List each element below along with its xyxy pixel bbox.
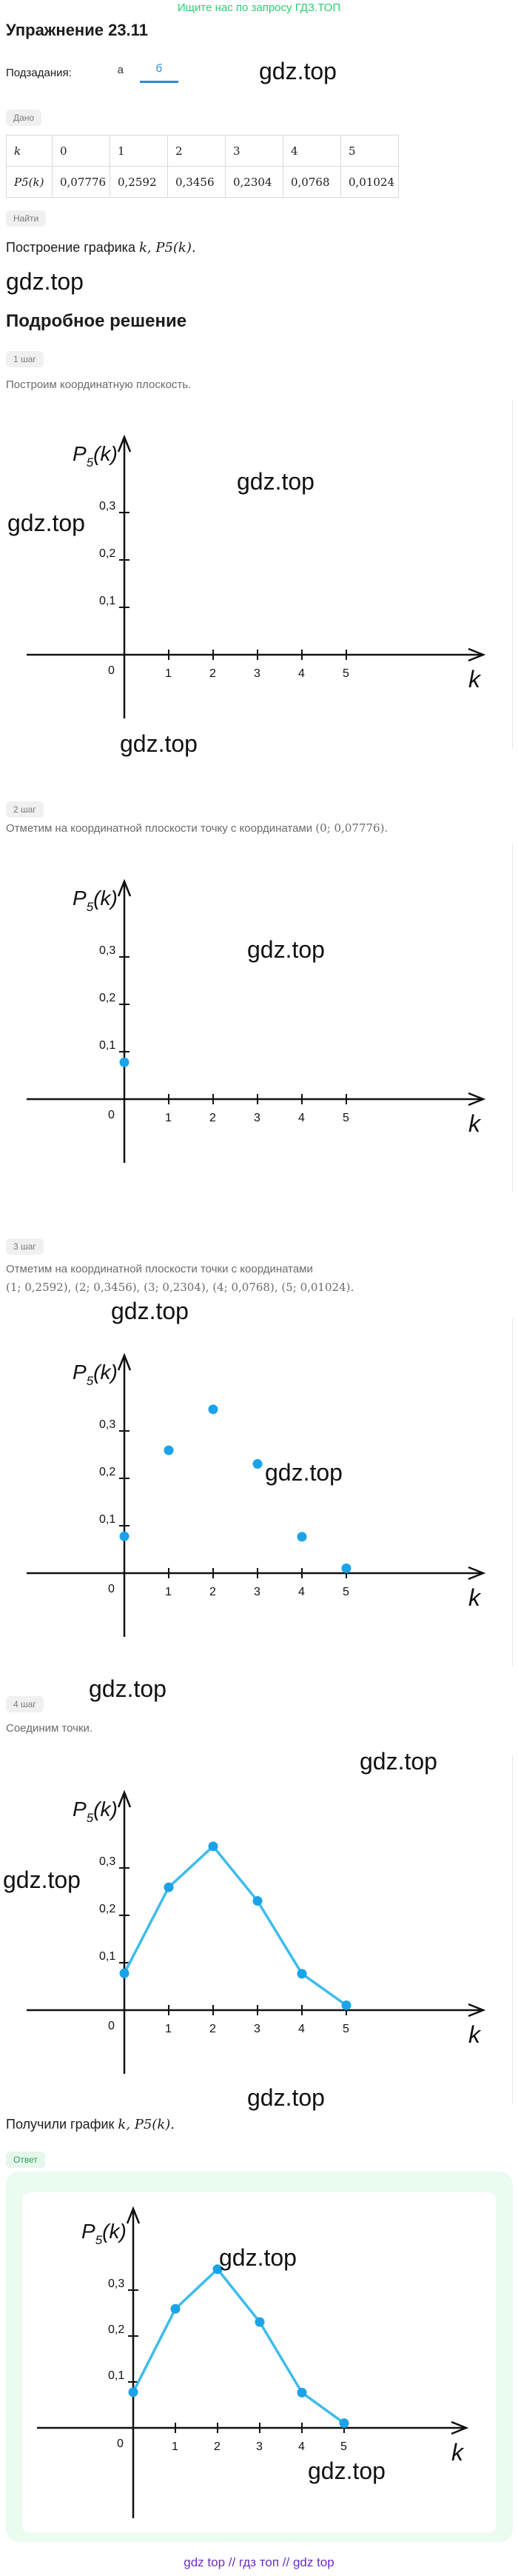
step-badge: 3 шаг — [6, 1238, 44, 1255]
x-tick-label: 1 — [172, 2440, 178, 2453]
watermark: gdz.top — [247, 936, 325, 963]
find-text — [6, 240, 196, 256]
subtasks-label: Подзадания: — [6, 66, 72, 79]
data-point — [209, 1404, 218, 1414]
table-cell: 0,2592 — [110, 167, 168, 198]
watermark: gdz.top — [7, 510, 85, 536]
data-point — [255, 2318, 265, 2327]
y-tick-label: 0,1 — [108, 2369, 125, 2382]
step-text: Соединим точки. — [6, 1722, 93, 1735]
coordinate-plane — [6, 844, 513, 1192]
data-point — [129, 2387, 138, 2397]
x-tick-label: 4 — [298, 2440, 305, 2453]
table-cell: 0,07776 — [53, 167, 110, 198]
x-tick-label: 2 — [214, 2440, 221, 2453]
y-tick-label: 0,1 — [99, 1513, 116, 1526]
table-cell: 0,2304 — [226, 167, 283, 198]
data-point — [171, 2304, 181, 2314]
step-text-math: (1; 0,2592), (2; 0,3456), (3; 0,2304), (4; 0,0768), (5; 0,01024). — [6, 1281, 354, 1294]
x-tick-label: 1 — [165, 1112, 172, 1124]
table-cell: k — [7, 136, 53, 167]
step-text: Построим координатную плоскость. — [6, 378, 192, 391]
footer-links[interactable]: gdz top // гдз топ // gdz top — [184, 2555, 334, 2569]
answer-badge: Ответ — [6, 2152, 45, 2168]
y-tick-label: 0,3 — [99, 500, 116, 513]
y-tick-label: 0,2 — [108, 2323, 125, 2336]
y-tick-label: 0,3 — [99, 944, 116, 957]
watermark: gdz.top — [308, 2457, 386, 2484]
data-point — [297, 1969, 307, 1978]
x-tick-label: 3 — [254, 2023, 260, 2035]
y-tick-label: 0,1 — [99, 1039, 116, 1052]
subtask-a[interactable]: а — [117, 63, 124, 76]
graph-step-3 — [6, 1318, 513, 1666]
series-line — [133, 2269, 344, 2423]
step-text — [6, 819, 388, 838]
watermark: gdz.top — [3, 1866, 81, 1893]
watermark: gdz.top — [265, 1459, 343, 1486]
step-badge: 4 шаг — [6, 1696, 44, 1712]
data-point — [164, 1446, 174, 1455]
subtask-b[interactable]: б — [140, 62, 178, 83]
x-axis-label: k — [468, 2021, 480, 2048]
table-cell: 0,01024 — [341, 167, 399, 198]
x-tick-label: 5 — [343, 667, 349, 680]
result-text-prefix: Получили график — [6, 2117, 115, 2132]
y-tick-label: 0,2 — [99, 547, 116, 560]
x-axis-label: k — [468, 1584, 480, 1611]
step-text-math: (0; 0,07776). — [315, 821, 388, 835]
y-axis-label: $P_5(k)$ — [81, 2220, 127, 2247]
x-tick-label: 5 — [343, 2023, 349, 2035]
x-tick-label: 4 — [298, 2023, 305, 2035]
x-tick-label: 2 — [209, 667, 216, 680]
step-text — [6, 1261, 420, 1297]
data-point — [342, 2001, 352, 2010]
x-tick-label: 3 — [254, 1586, 260, 1598]
result-text — [6, 2117, 175, 2132]
coordinate-plane — [6, 1755, 513, 2103]
data-point — [253, 1459, 263, 1469]
origin-label: 0 — [117, 2437, 124, 2450]
table-row — [7, 136, 399, 167]
graph-step-4 — [6, 1755, 513, 2103]
solution-title: Подробное решение — [6, 311, 187, 331]
data-point — [120, 1532, 130, 1541]
find-text-prefix: Построение графика — [6, 240, 135, 255]
y-axis-label: $P_5(k)$ — [73, 442, 118, 470]
x-tick-label: 5 — [340, 2440, 347, 2453]
y-tick-label: 0,1 — [99, 1950, 116, 1963]
origin-label: 0 — [108, 2020, 115, 2032]
table-cell: 1 — [110, 136, 168, 167]
coordinate-plane — [22, 2192, 496, 2533]
step-badge: 2 шаг — [6, 801, 44, 818]
table-cell: P5(k) — [7, 167, 53, 198]
step-text-body: Отметим на координатной плоскости точку с координатами — [6, 822, 313, 835]
y-tick-label: 0,1 — [99, 595, 116, 607]
watermark: gdz.top — [89, 1675, 166, 1702]
graph-step-2 — [6, 844, 513, 1192]
origin-label: 0 — [108, 1583, 115, 1595]
x-tick-label: 2 — [209, 1112, 216, 1124]
data-point — [342, 1564, 352, 1573]
y-tick-label: 0,2 — [99, 1466, 116, 1478]
x-tick-label: 3 — [254, 667, 260, 680]
y-tick-label: 0,3 — [99, 1418, 116, 1431]
x-tick-label: 4 — [298, 667, 305, 680]
x-tick-label: 4 — [298, 1586, 305, 1598]
y-tick-label: 0,2 — [99, 1903, 116, 1915]
y-axis-label: $P_5(k)$ — [73, 1361, 118, 1388]
watermark: gdz.top — [6, 268, 84, 295]
coordinate-plane — [6, 1318, 513, 1666]
y-tick-label: 0,3 — [99, 1855, 116, 1868]
given-table — [6, 135, 399, 198]
origin-label: 0 — [108, 664, 115, 677]
watermark: gdz.top — [259, 58, 337, 84]
table-cell: 0,3456 — [168, 167, 226, 198]
x-tick-label: 1 — [165, 2023, 172, 2035]
watermark: gdz.top — [120, 730, 198, 757]
watermark: gdz.top — [247, 2084, 325, 2111]
result-text-math: k, P5(k). — [118, 2117, 175, 2132]
y-tick-label: 0,2 — [99, 992, 116, 1004]
x-tick-label: 1 — [165, 667, 172, 680]
data-point — [209, 1841, 218, 1851]
top-banner[interactable]: Ищите нас по запросу ГДЗ.ТОП — [177, 1, 341, 14]
data-point — [253, 1896, 263, 1906]
x-axis-label: k — [468, 1110, 480, 1137]
x-tick-label: 5 — [343, 1586, 349, 1598]
x-tick-label: 3 — [254, 1112, 260, 1124]
given-badge: Дано — [6, 110, 41, 126]
subtasks-bar — [6, 62, 178, 83]
origin-label: 0 — [108, 1109, 115, 1121]
data-point — [120, 1058, 130, 1067]
watermark: gdz.top — [219, 2244, 297, 2271]
x-tick-label: 4 — [298, 1112, 305, 1124]
table-row — [7, 167, 399, 198]
x-axis-label: k — [468, 666, 480, 693]
watermark: gdz.top — [111, 1298, 189, 1324]
x-tick-label: 5 — [343, 1112, 349, 1124]
x-tick-label: 1 — [165, 1586, 172, 1598]
table-cell: 5 — [341, 136, 399, 167]
y-tick-label: 0,3 — [108, 2278, 125, 2290]
answer-panel — [6, 2172, 513, 2542]
step-text-body: Отметим на координатной плоскости точки с координатами — [6, 1263, 313, 1275]
find-text-math: k, P5(k). — [138, 240, 196, 256]
answer-graph — [22, 2192, 496, 2533]
x-tick-label: 2 — [209, 2023, 216, 2035]
watermark: gdz.top — [237, 468, 314, 495]
coordinate-plane — [6, 400, 513, 748]
x-axis-label: k — [451, 2439, 463, 2466]
step-badge: 1 шаг — [6, 351, 44, 367]
find-badge: Найти — [6, 210, 46, 227]
y-axis-label: $P_5(k)$ — [73, 887, 118, 914]
x-tick-label: 2 — [209, 1586, 216, 1598]
table-cell: 0,0768 — [283, 167, 341, 198]
data-point — [164, 1883, 174, 1892]
data-point — [297, 2388, 307, 2398]
table-cell: 2 — [168, 136, 226, 167]
y-axis-label: $P_5(k)$ — [73, 1798, 118, 1825]
graph-step-1 — [6, 400, 513, 748]
table-cell: 3 — [226, 136, 283, 167]
data-point — [120, 1969, 130, 1978]
table-cell: 0 — [53, 136, 110, 167]
table-cell: 4 — [283, 136, 341, 167]
data-point — [340, 2418, 349, 2428]
watermark: gdz.top — [360, 1748, 437, 1775]
page-title: Упражнение 23.11 — [6, 21, 148, 39]
series-line — [124, 1846, 346, 2006]
x-tick-label: 3 — [256, 2440, 263, 2453]
data-point — [297, 1532, 307, 1541]
